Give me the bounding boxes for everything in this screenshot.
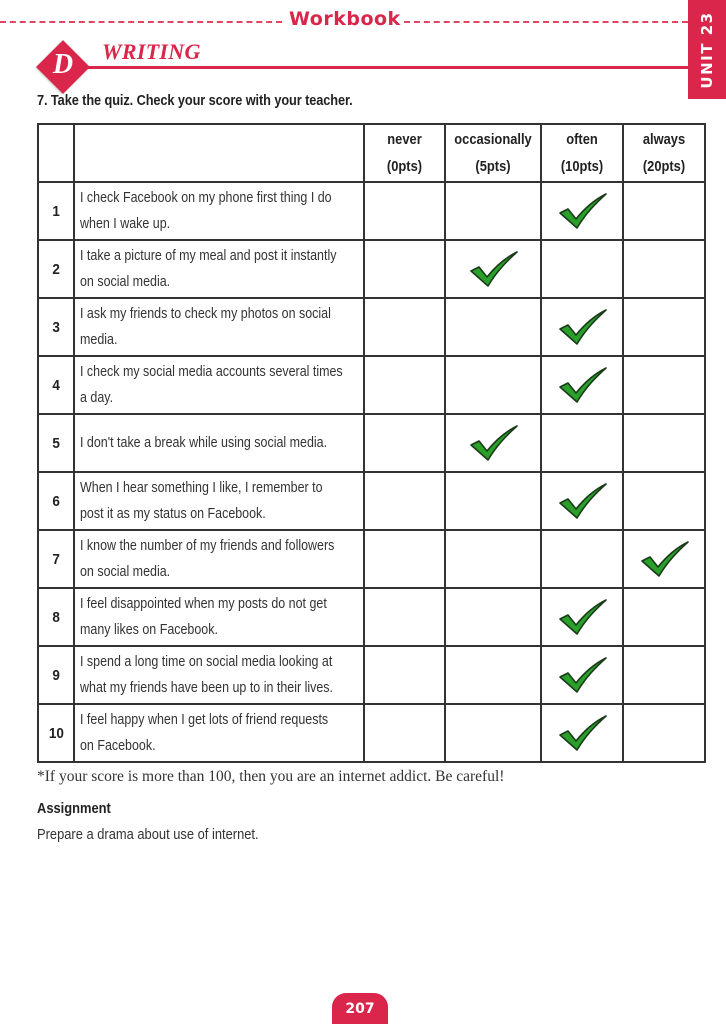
page-number: 207 — [332, 993, 388, 1024]
row-number: 10 — [38, 704, 74, 762]
answer-cell-occasionally[interactable] — [445, 530, 541, 588]
answer-cell-often[interactable] — [541, 356, 623, 414]
answer-cell-always[interactable] — [623, 356, 705, 414]
answer-cell-occasionally[interactable] — [445, 646, 541, 704]
header-often: often (10pts) — [541, 124, 623, 182]
answer-cell-always[interactable] — [623, 588, 705, 646]
answer-cell-often[interactable] — [541, 588, 623, 646]
assignment-heading: Assignment — [37, 800, 111, 817]
row-statement: I know the number of my friends and followers on social media. — [74, 530, 364, 588]
table-row — [38, 182, 705, 240]
answer-cell-occasionally[interactable] — [445, 356, 541, 414]
row-number: 7 — [38, 530, 74, 588]
row-statement: I feel happy when I get lots of friend requests on Facebook. — [74, 704, 364, 762]
unit-tab — [688, 0, 726, 99]
row-statement: When I hear something I like, I remember to post it as my status on Facebook. — [74, 472, 364, 530]
answer-cell-always[interactable] — [623, 182, 705, 240]
answer-cell-often[interactable] — [541, 414, 623, 472]
answer-cell-often[interactable] — [541, 298, 623, 356]
row-statement: I check my social media accounts several times a day. — [74, 356, 364, 414]
row-statement: I ask my friends to check my photos on social media. — [74, 298, 364, 356]
section-underline — [78, 66, 688, 69]
answer-cell-often[interactable] — [541, 530, 623, 588]
answer-cell-occasionally[interactable] — [445, 414, 541, 472]
score-footnote: *If your score is more than 100, then you are an internet addict. Be careful! — [37, 768, 505, 785]
answer-cell-never[interactable] — [364, 356, 445, 414]
row-number: 4 — [38, 356, 74, 414]
table-row — [38, 414, 705, 472]
header-never: never (0pts) — [364, 124, 445, 182]
row-number: 1 — [38, 182, 74, 240]
answer-cell-often[interactable] — [541, 472, 623, 530]
row-statement: I don't take a break while using social media. — [74, 414, 364, 472]
unit-label: UNIT 23 — [698, 10, 716, 89]
answer-cell-often[interactable] — [541, 182, 623, 240]
answer-cell-often[interactable] — [541, 704, 623, 762]
row-number: 8 — [38, 588, 74, 646]
answer-cell-never[interactable] — [364, 298, 445, 356]
section-title: WRITING — [102, 39, 201, 64]
answer-cell-never[interactable] — [364, 240, 445, 298]
row-number: 2 — [38, 240, 74, 298]
quiz-table — [37, 123, 706, 763]
answer-cell-always[interactable] — [623, 414, 705, 472]
table-row — [38, 240, 705, 298]
header-dashed-rule-left — [0, 21, 282, 23]
table-header-row — [38, 124, 705, 182]
section-letter: D — [52, 49, 74, 80]
answer-cell-often[interactable] — [541, 240, 623, 298]
answer-cell-always[interactable] — [623, 530, 705, 588]
row-number: 3 — [38, 298, 74, 356]
answer-cell-never[interactable] — [364, 472, 445, 530]
table-row — [38, 356, 705, 414]
answer-cell-often[interactable] — [541, 646, 623, 704]
answer-cell-always[interactable] — [623, 298, 705, 356]
answer-cell-never[interactable] — [364, 414, 445, 472]
row-number: 9 — [38, 646, 74, 704]
row-statement: I check Facebook on my phone first thing I do when I wake up. — [74, 182, 364, 240]
table-row — [38, 530, 705, 588]
exercise-instruction: 7. Take the quiz. Check your score with your teacher. — [37, 93, 353, 109]
answer-cell-always[interactable] — [623, 646, 705, 704]
answer-cell-occasionally[interactable] — [445, 704, 541, 762]
answer-cell-never[interactable] — [364, 530, 445, 588]
answer-cell-never[interactable] — [364, 704, 445, 762]
answer-cell-occasionally[interactable] — [445, 588, 541, 646]
table-row — [38, 704, 705, 762]
answer-cell-occasionally[interactable] — [445, 182, 541, 240]
header-always: always (20pts) — [623, 124, 705, 182]
row-number: 5 — [38, 414, 74, 472]
header-statement-cell — [74, 124, 364, 182]
header-occasionally: occasionally (5pts) — [445, 124, 541, 182]
answer-cell-occasionally[interactable] — [445, 472, 541, 530]
table-row — [38, 298, 705, 356]
answer-cell-never[interactable] — [364, 182, 445, 240]
table-row — [38, 646, 705, 704]
row-statement: I spend a long time on social media looking at what my friends have been up to in their lives. — [74, 646, 364, 704]
row-statement: I feel disappointed when my posts do not get many likes on Facebook. — [74, 588, 364, 646]
answer-cell-never[interactable] — [364, 588, 445, 646]
row-number: 6 — [38, 472, 74, 530]
answer-cell-occasionally[interactable] — [445, 240, 541, 298]
answer-cell-always[interactable] — [623, 472, 705, 530]
row-statement: I take a picture of my meal and post it instantly on social media. — [74, 240, 364, 298]
assignment-text: Prepare a drama about use of internet. — [37, 826, 259, 843]
workbook-title: Workbook — [289, 8, 401, 30]
answer-cell-always[interactable] — [623, 704, 705, 762]
table-row — [38, 472, 705, 530]
answer-cell-always[interactable] — [623, 240, 705, 298]
table-row — [38, 588, 705, 646]
header-num-cell — [38, 124, 74, 182]
header-dashed-rule-right — [404, 21, 688, 23]
answer-cell-occasionally[interactable] — [445, 298, 541, 356]
answer-cell-never[interactable] — [364, 646, 445, 704]
